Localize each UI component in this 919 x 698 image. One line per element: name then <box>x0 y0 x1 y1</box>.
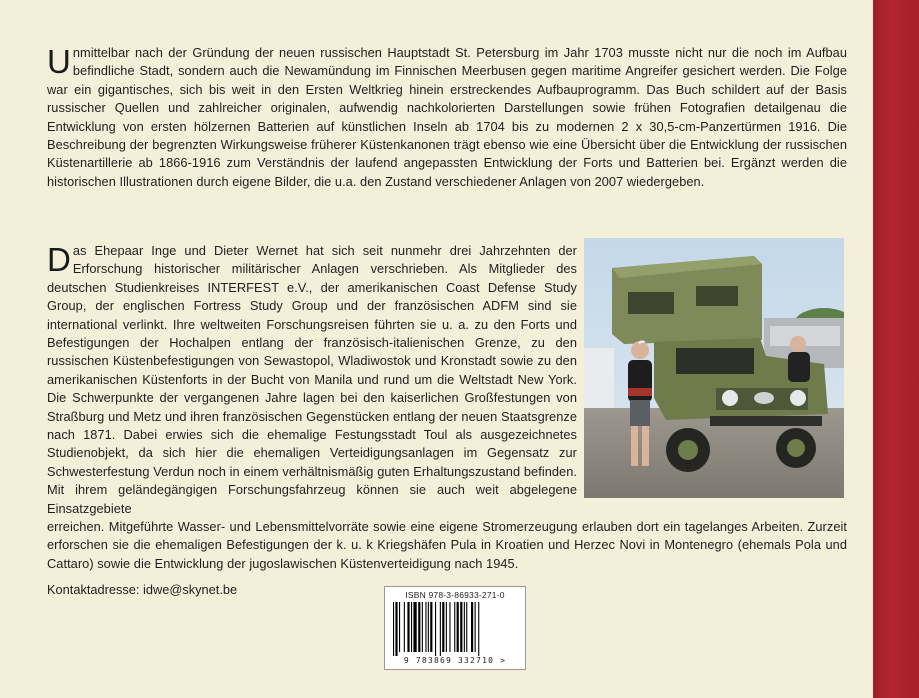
contact-address: Kontaktadresse: idwe@skynet.be <box>47 582 238 597</box>
paragraph-authors-beside-photo <box>47 242 577 518</box>
dropcap-d: D <box>47 241 71 278</box>
paragraph-2-text-part2: erreichen. Mitgeführte Wasser- und Lebensmittelvorräte sowie eine eigene Stromerzeugung erlauben dort ein tagelanges Arbeiten. Zurzeit erforschen sie die ehemaligen Befestigungen der k. u. k Kriegshäfen Pula in Kroatien und Herzec Novi in Montenegro (ehemals Pola und Cattaro) sowie die Entwicklung der jugoslawischen Küstenverteidigung nach 1945. <box>47 519 847 571</box>
paragraph-2-text-part1: as Ehepaar Inge und Dieter Wernet hat sich seit nunmehr drei Jahrzehnten der Erforschung historischer militärischer Anlagen verschrieben. Als Mitglieder des deutschen Studienkreises INTERFEST e.V., der amerikanischen Coast Defense Study Group, der englischen Fortress Study Group und der französischen ADFM sind sie international verlinkt. Ihre weltweiten Forschungsreisen führten sie u. a. zu den Forts und Befestigungen der Hochalpen entlang der französisch-italienischen Grenze, zu den russischen Küstenbefestigungen von Sewastopol, Wladiwostok und Kronstadt sowie zu den amerikanischen Küstenforts in der Bucht von Manila und rund um die Weltstadt New York. Die Schwerpunkte der vergangenen Jahre lagen bei den kaiserlichen Großfestungen von Straßburg und Metz und ihren französischen Gegenstücken entlang der neuen Staatsgrenze nach 1871. Dabei erwies sich die ehemalige Festungsstadt Toul als ausgezeichnetes Studienobjekt, da sich hier die ehemaligen Verteidigungsanlagen im Gegensatz zur Schwesterfestung Verdun noch in einem verhältnismäßig guten Erhaltungszustand befinden. Mit ihrem geländegängigen Forschungsfahrzeug können sie auch weit abgelegene Einsatzgebiete <box>47 243 577 516</box>
authors-photo <box>584 238 844 498</box>
authors-with-vehicle-illustration <box>584 238 844 498</box>
paragraph-book-description <box>47 44 847 191</box>
dropcap-u: U <box>47 43 71 80</box>
barcode-icon <box>391 602 519 656</box>
paragraph-authors-full-width <box>47 518 847 573</box>
isbn-barcode-block <box>384 586 526 670</box>
barcode-digits: 9 783869 332710 > <box>403 656 507 665</box>
red-spine-strip <box>873 0 919 698</box>
paragraph-1-text: nmittelbar nach der Gründung der neuen russischen Hauptstadt St. Petersburg im Jahr 1703 musste nicht nur die noch im Aufbau befindliche Stadt, sondern auch die Newamündung im Finnischen Meerbusen gegen maritime Angreifer gesichert werden. Die Folge war ein gigantisches, sich bis weit in den Ersten Weltkrieg hinein erstreckendes Aufbauprogramm. Das Buch schildert auf der Basis russischer Quellen und zahlreicher originalen, aufwendig nachkolorierten Darstellungen sowie frühen Fotografien detailgenau die Entwicklung von ersten hölzernen Batterien auf künstlichen Inseln ab 1704 bis zu modernen 2 x 30,5-cm-Panzertürmen 1916. Die Beschreibung der begrenzten Wirkungsweise früherer Küstenkanonen trägt ebenso wie eine Übersicht über die Entwicklung der russischen Küstenartillerie ab 1866-1916 zum Verständnis der laufend angepassten Entwicklung der Forts und Batterien bei. Ergänzt werden die historischen Illustrationen durch eigene Bilder, die u.a. den Zustand verschiedener Anlagen von 2007 wiedergeben. <box>47 45 847 189</box>
isbn-number: ISBN 978-3-86933-271-0 <box>405 590 505 600</box>
